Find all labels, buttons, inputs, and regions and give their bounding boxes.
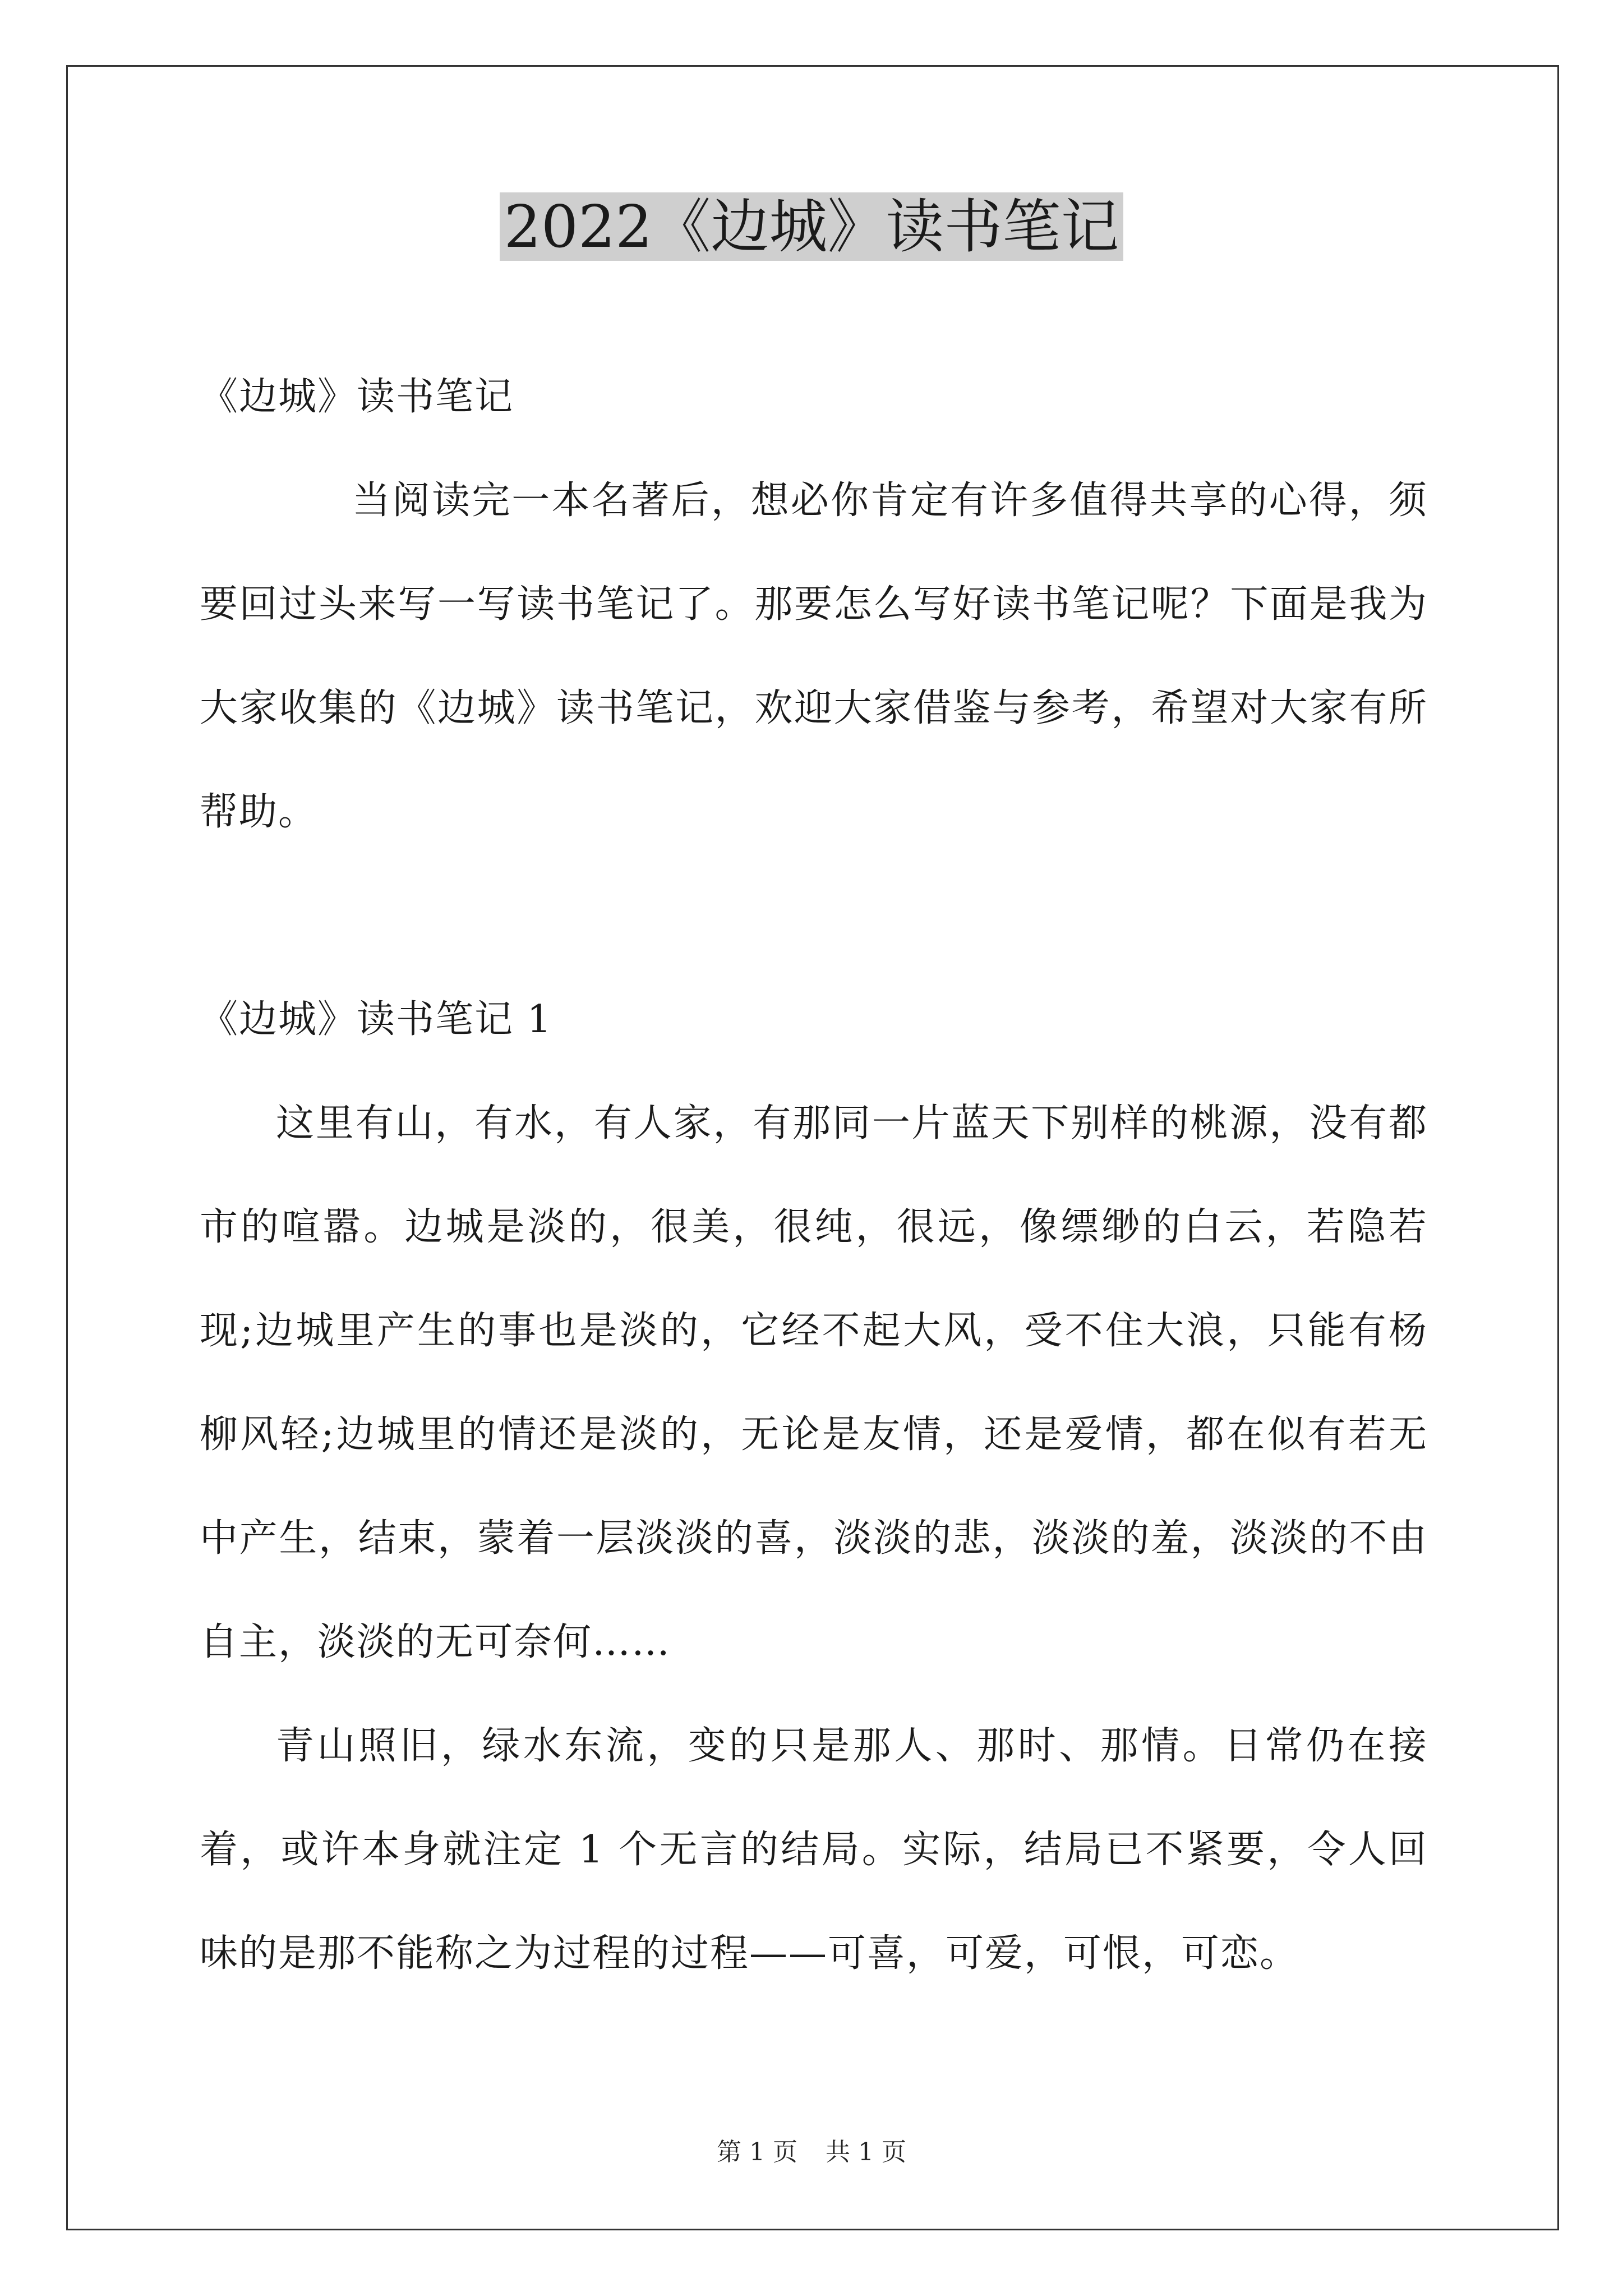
body-paragraph-2: 青山照旧，绿水东流，变的只是那人、那时、那情。日常仍在接着，或许本身就注定 1 个无言的结局。实际，结局已不紧要，令人回味的是那不能称之为过程的过程——可喜，可爱，可恨，可恋。 <box>200 1724 1428 1976</box>
intro-paragraph: 当阅读完一本名著后，想必你肯定有许多值得共享的心得，须要回过头来写一写读书笔记了。那要怎么写好读书笔记呢？下面是我为大家收集的《边城》读书笔记，欢迎大家借鉴与参考，希望对大家有所帮助。 <box>200 478 1428 834</box>
body-paragraph-1: 这里有山，有水，有人家，有那同一片蓝天下别样的桃源，没有都市的喧嚣。边城是淡的，很美，很纯，很远，像缥缈的白云，若隐若现;边城里产生的事也是淡的，它经不起大风，受不住大浪，只能有杨柳风轻;边城里的情还是淡的，无论是友情，还是爱情，都在似有若无中产生，结束，蒙着一层淡淡的喜，淡淡的悲，淡淡的羞，淡淡的不由自主，淡淡的无可奈何…… <box>200 1101 1428 1664</box>
document-title-text: 2022《边城》读书笔记 <box>500 192 1124 261</box>
section-heading: 《边城》读书笔记 1 <box>200 997 552 1042</box>
document-title <box>0 192 1623 262</box>
page-total: 共 1 页 <box>826 2138 906 2166</box>
section-spacer <box>200 864 1428 968</box>
page-number: 第 1 页 <box>717 2138 797 2166</box>
document-body <box>200 345 1428 2005</box>
page-footer <box>0 2132 1623 2168</box>
intro-heading: 《边城》读书笔记 <box>200 375 514 419</box>
